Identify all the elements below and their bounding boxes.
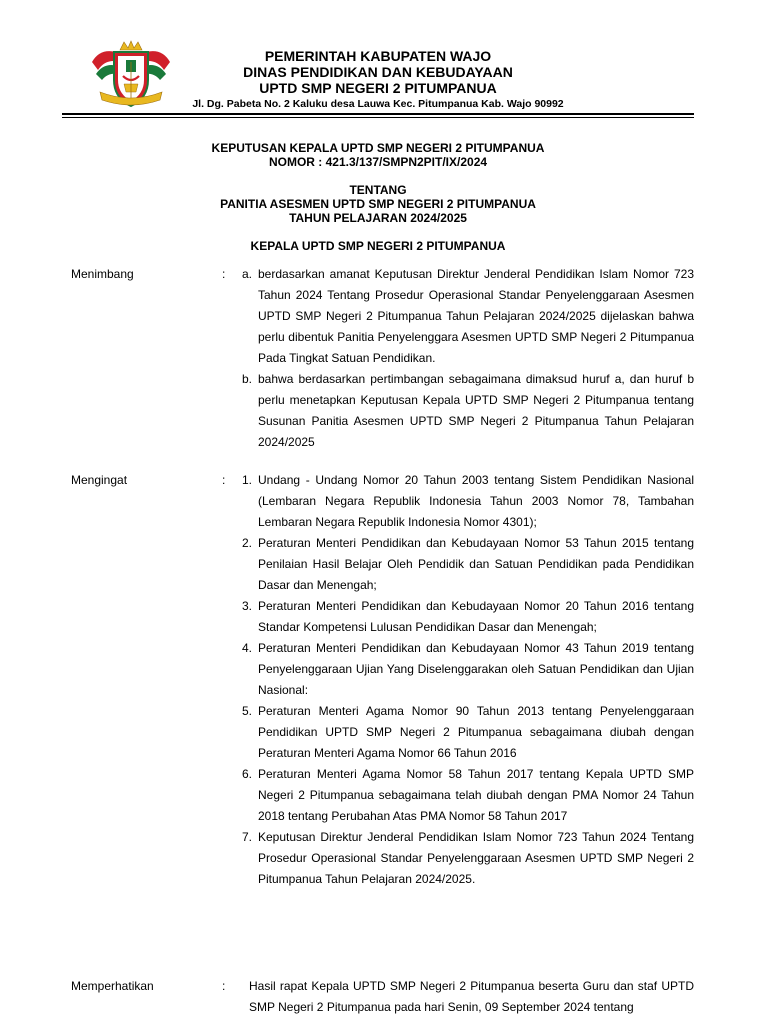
letterhead [170, 48, 586, 111]
decree-title: KEPUTUSAN KEPALA UPTD SMP NEGERI 2 PITUMPANUA [211, 141, 545, 155]
list-item-text: Peraturan Menteri Agama Nomor 58 Tahun 2017 tentang Kepala UPTD SMP Negeri 2 Pitumpanua sebagaimana telah diubah dengan PMA Nomor 24 Tahun 2018 tentang Perubahan Atas PMA Nomor 58 Tahun 2017 [258, 767, 694, 823]
menimbang-colon: : [222, 267, 226, 281]
list-item-text: Peraturan Menteri Pendidikan dan Kebudayaan Nomor 43 Tahun 2019 tentang Penyelenggaraan Ujian Yang Diselenggarakan oleh Satuan Pendidikan dan Ujian Nasional: [258, 641, 694, 697]
letterhead-government: PEMERINTAH KABUPATEN WAJO [264, 48, 492, 64]
list-item [232, 701, 694, 764]
list-item [232, 638, 694, 701]
list-item [232, 264, 694, 369]
menimbang-list [232, 264, 694, 453]
list-item-text: Peraturan Menteri Pendidikan dan Kebudayaan Nomor 53 Tahun 2015 tentang Penilaian Hasil Belajar Oleh Pendidik dan Satuan Pendidikan pada Pendidikan Dasar dan Menengah; [258, 536, 694, 592]
menimbang-label: Menimbang [71, 267, 134, 281]
list-marker: b. [241, 372, 252, 386]
decree-heading [62, 141, 694, 169]
memperhatikan-colon: : [222, 979, 226, 993]
list-item-text: berdasarkan amanat Keputusan Direktur Jenderal Pendidikan Islam Nomor 723 Tahun 2024 Tentang Prosedur Operasional Standar Penyelenggaraan Asesmen UPTD SMP Negeri 2 Pitumpanua Tahun Pelajaran 2024/2025 dijelaskan bahwa perlu dibentuk Panitia Penyelenggara Asesmen UPTD SMP Negeri 2 Pitumpanua Pada Tingkat Satuan Pendidikan. [258, 267, 694, 365]
list-item [232, 764, 694, 827]
decree-subject: PANITIA ASESMEN UPTD SMP NEGERI 2 PITUMPANUA [220, 197, 536, 211]
letterhead-divider-thin [62, 117, 694, 118]
decree-year: TAHUN PELAJARAN 2024/2025 [289, 211, 467, 225]
list-item [232, 596, 694, 638]
decree-about-label: TENTANG [349, 183, 407, 197]
list-marker: a. [241, 267, 252, 281]
mengingat-label: Mengingat [71, 473, 128, 487]
memperhatikan-label: Memperhatikan [71, 979, 154, 993]
decree-subject-block [62, 183, 694, 225]
regency-emblem-logo [90, 40, 172, 110]
memperhatikan-text: Hasil rapat Kepala UPTD SMP Negeri 2 Pitumpanua beserta Guru dan staf UPTD SMP Negeri 2 Pitumpanua pada hari Senin, 09 September 2024 tentang [249, 979, 694, 1014]
list-marker: 2. [241, 536, 252, 550]
list-marker: 3. [241, 599, 252, 613]
letterhead-address: Jl. Dg. Pabeta No. 2 Kaluku desa Lauwa Kec. Pitumpanua Kab. Wajo 90992 [192, 98, 564, 110]
letterhead-school: UPTD SMP NEGERI 2 PITUMPANUA [259, 80, 497, 96]
decree-number: NOMOR : 421.3/137/SMPN2PIT/IX/2024 [268, 155, 488, 169]
list-item-text: bahwa berdasarkan pertimbangan sebagaimana dimaksud huruf a, dan huruf b perlu menetapkan Keputusan Kepala UPTD SMP Negeri 2 Pitumpanua tentang Susunan Panitia Asesmen UPTD SMP Negeri 2 Pitumpanua Tahun Pelajaran 2024/2025 [258, 372, 694, 449]
decree-issuer: KEPALA UPTD SMP NEGERI 2 PITUMPANUA [250, 239, 506, 253]
list-marker: 6. [241, 767, 252, 781]
list-item-text: Peraturan Menteri Pendidikan dan Kebudayaan Nomor 20 Tahun 2016 tentang Standar Kompetensi Lulusan Pendidikan Dasar dan Menengah; [258, 599, 694, 634]
list-item [232, 470, 694, 533]
list-item-text: Keputusan Direktur Jenderal Pendidikan Islam Nomor 723 Tahun 2024 Tentang Prosedur Operasional Standar Penyelenggaraan Asesmen UPTD SMP Negeri 2 Pitumpanua Tahun Pelajaran 2024/2025. [258, 830, 694, 886]
mengingat-colon: : [222, 473, 226, 487]
list-marker: 7. [241, 830, 252, 844]
list-item-text: Peraturan Menteri Agama Nomor 90 Tahun 2013 tentang Penyelenggaraan Pendidikan UPTD SMP Negeri 2 Pitumpanua sebagaimana diubah dengan Peraturan Menteri Agama Nomor 66 Tahun 2016 [258, 704, 694, 760]
list-item [232, 827, 694, 890]
list-item-text: Undang - Undang Nomor 20 Tahun 2003 tentang Sistem Pendidikan Nasional (Lembaran Negara Republik Indonesia Tahun 2003 Nomor 78, Tambahan Lembaran Negara Republik Indonesia Nomor 4301); [258, 473, 694, 529]
letterhead-department: DINAS PENDIDIKAN DAN KEBUDAYAAN [243, 64, 513, 80]
list-item [232, 533, 694, 596]
list-item [232, 369, 694, 453]
list-marker: 4. [241, 641, 252, 655]
list-marker: 1. [241, 473, 252, 487]
letterhead-divider-thick [62, 113, 694, 115]
list-marker: 5. [241, 704, 252, 718]
mengingat-list [232, 470, 694, 890]
